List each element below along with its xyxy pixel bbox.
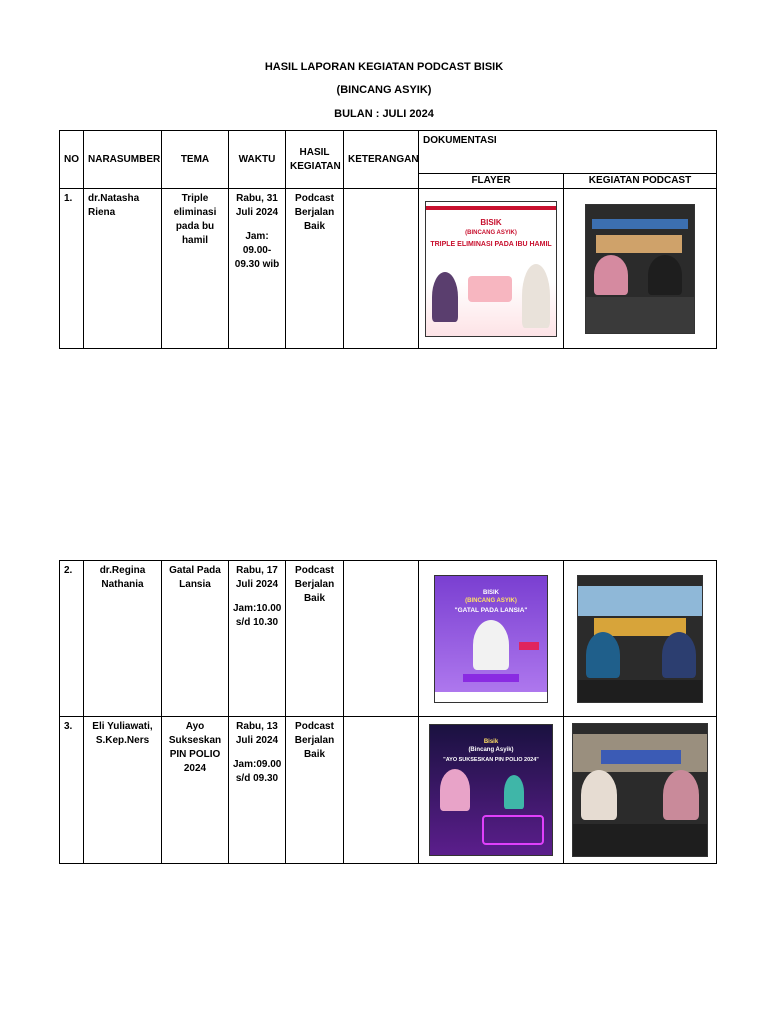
podcast-photo: [585, 204, 695, 334]
row-keterangan: [344, 189, 419, 349]
report-table-1: [59, 130, 717, 349]
header-waktu: WAKTU: [229, 131, 286, 189]
header-narasumber: NARASUMBER: [84, 131, 162, 189]
row-hasil: Podcast Berjalan Baik: [286, 189, 344, 349]
row-narasumber: dr.Regina Nathania: [84, 561, 162, 717]
report-title: HASIL LAPORAN KEGIATAN PODCAST BISIK: [264, 61, 504, 73]
flyer-image: BISIK (BINCANG ASYIK) "GATAL PADA LANSIA": [434, 575, 548, 703]
row-waktu-time: Jam:10.00 s/d 10.30: [233, 603, 282, 628]
flyer-image: Bisik (Bincang Asyik) "AYO SUKSESKAN PIN POLIO 2024": [429, 724, 553, 856]
flyer-image: BISIK (BINCANG ASYIK) TRIPLE ELIMINASI PADA IBU HAMIL: [425, 201, 557, 337]
header-flayer: FLAYER: [419, 174, 564, 189]
row-no: 3.: [60, 717, 84, 864]
row-keterangan: [344, 561, 419, 717]
report-month: BULAN : JULI 2024: [334, 108, 434, 120]
table-row: [60, 717, 717, 864]
row-hasil: Podcast Berjalan Baik: [286, 717, 344, 864]
row-waktu: [229, 189, 286, 349]
row-keterangan: [344, 717, 419, 864]
row-waktu-date: Rabu, 17 Juli 2024: [235, 565, 279, 590]
row-narasumber: dr.Natasha Riena: [84, 189, 162, 349]
row-waktu-time: Jam: 09.00-09.30 wib: [234, 231, 280, 270]
row-waktu-date: Rabu, 13 Juli 2024: [235, 721, 279, 746]
header-hasil-kegiatan: HASIL KEGIATAN: [286, 131, 344, 189]
row-tema: Ayo Sukseskan PIN POLIO 2024: [162, 717, 229, 864]
row-waktu: [229, 561, 286, 717]
row-tema: Gatal Pada Lansia: [162, 561, 229, 717]
row-waktu: [229, 717, 286, 864]
podcast-photo: [572, 723, 708, 857]
row-hasil: Podcast Berjalan Baik: [286, 561, 344, 717]
report-subtitle: (BINCANG ASYIK): [336, 84, 432, 96]
header-keterangan: KETERANGAN: [344, 131, 419, 189]
report-table-2: [59, 560, 717, 864]
row-waktu-time: Jam:09.00 s/d 09.30: [233, 759, 282, 784]
row-waktu-date: Rabu, 31 Juli 2024: [235, 193, 279, 218]
header-tema: TEMA: [162, 131, 229, 189]
header-no: NO: [60, 131, 84, 189]
header-dokumentasi: DOKUMENTASI: [419, 131, 717, 174]
podcast-photo: [577, 575, 703, 703]
row-tema: Triple eliminasi pada bu hamil: [162, 189, 229, 349]
table-row: [60, 561, 717, 717]
header-kegiatan-podcast: KEGIATAN PODCAST: [564, 174, 717, 189]
table-row: [60, 189, 717, 349]
row-no: 1.: [60, 189, 84, 349]
row-no: 2.: [60, 561, 84, 717]
row-narasumber: Eli Yuliawati, S.Kep.Ners: [84, 717, 162, 864]
